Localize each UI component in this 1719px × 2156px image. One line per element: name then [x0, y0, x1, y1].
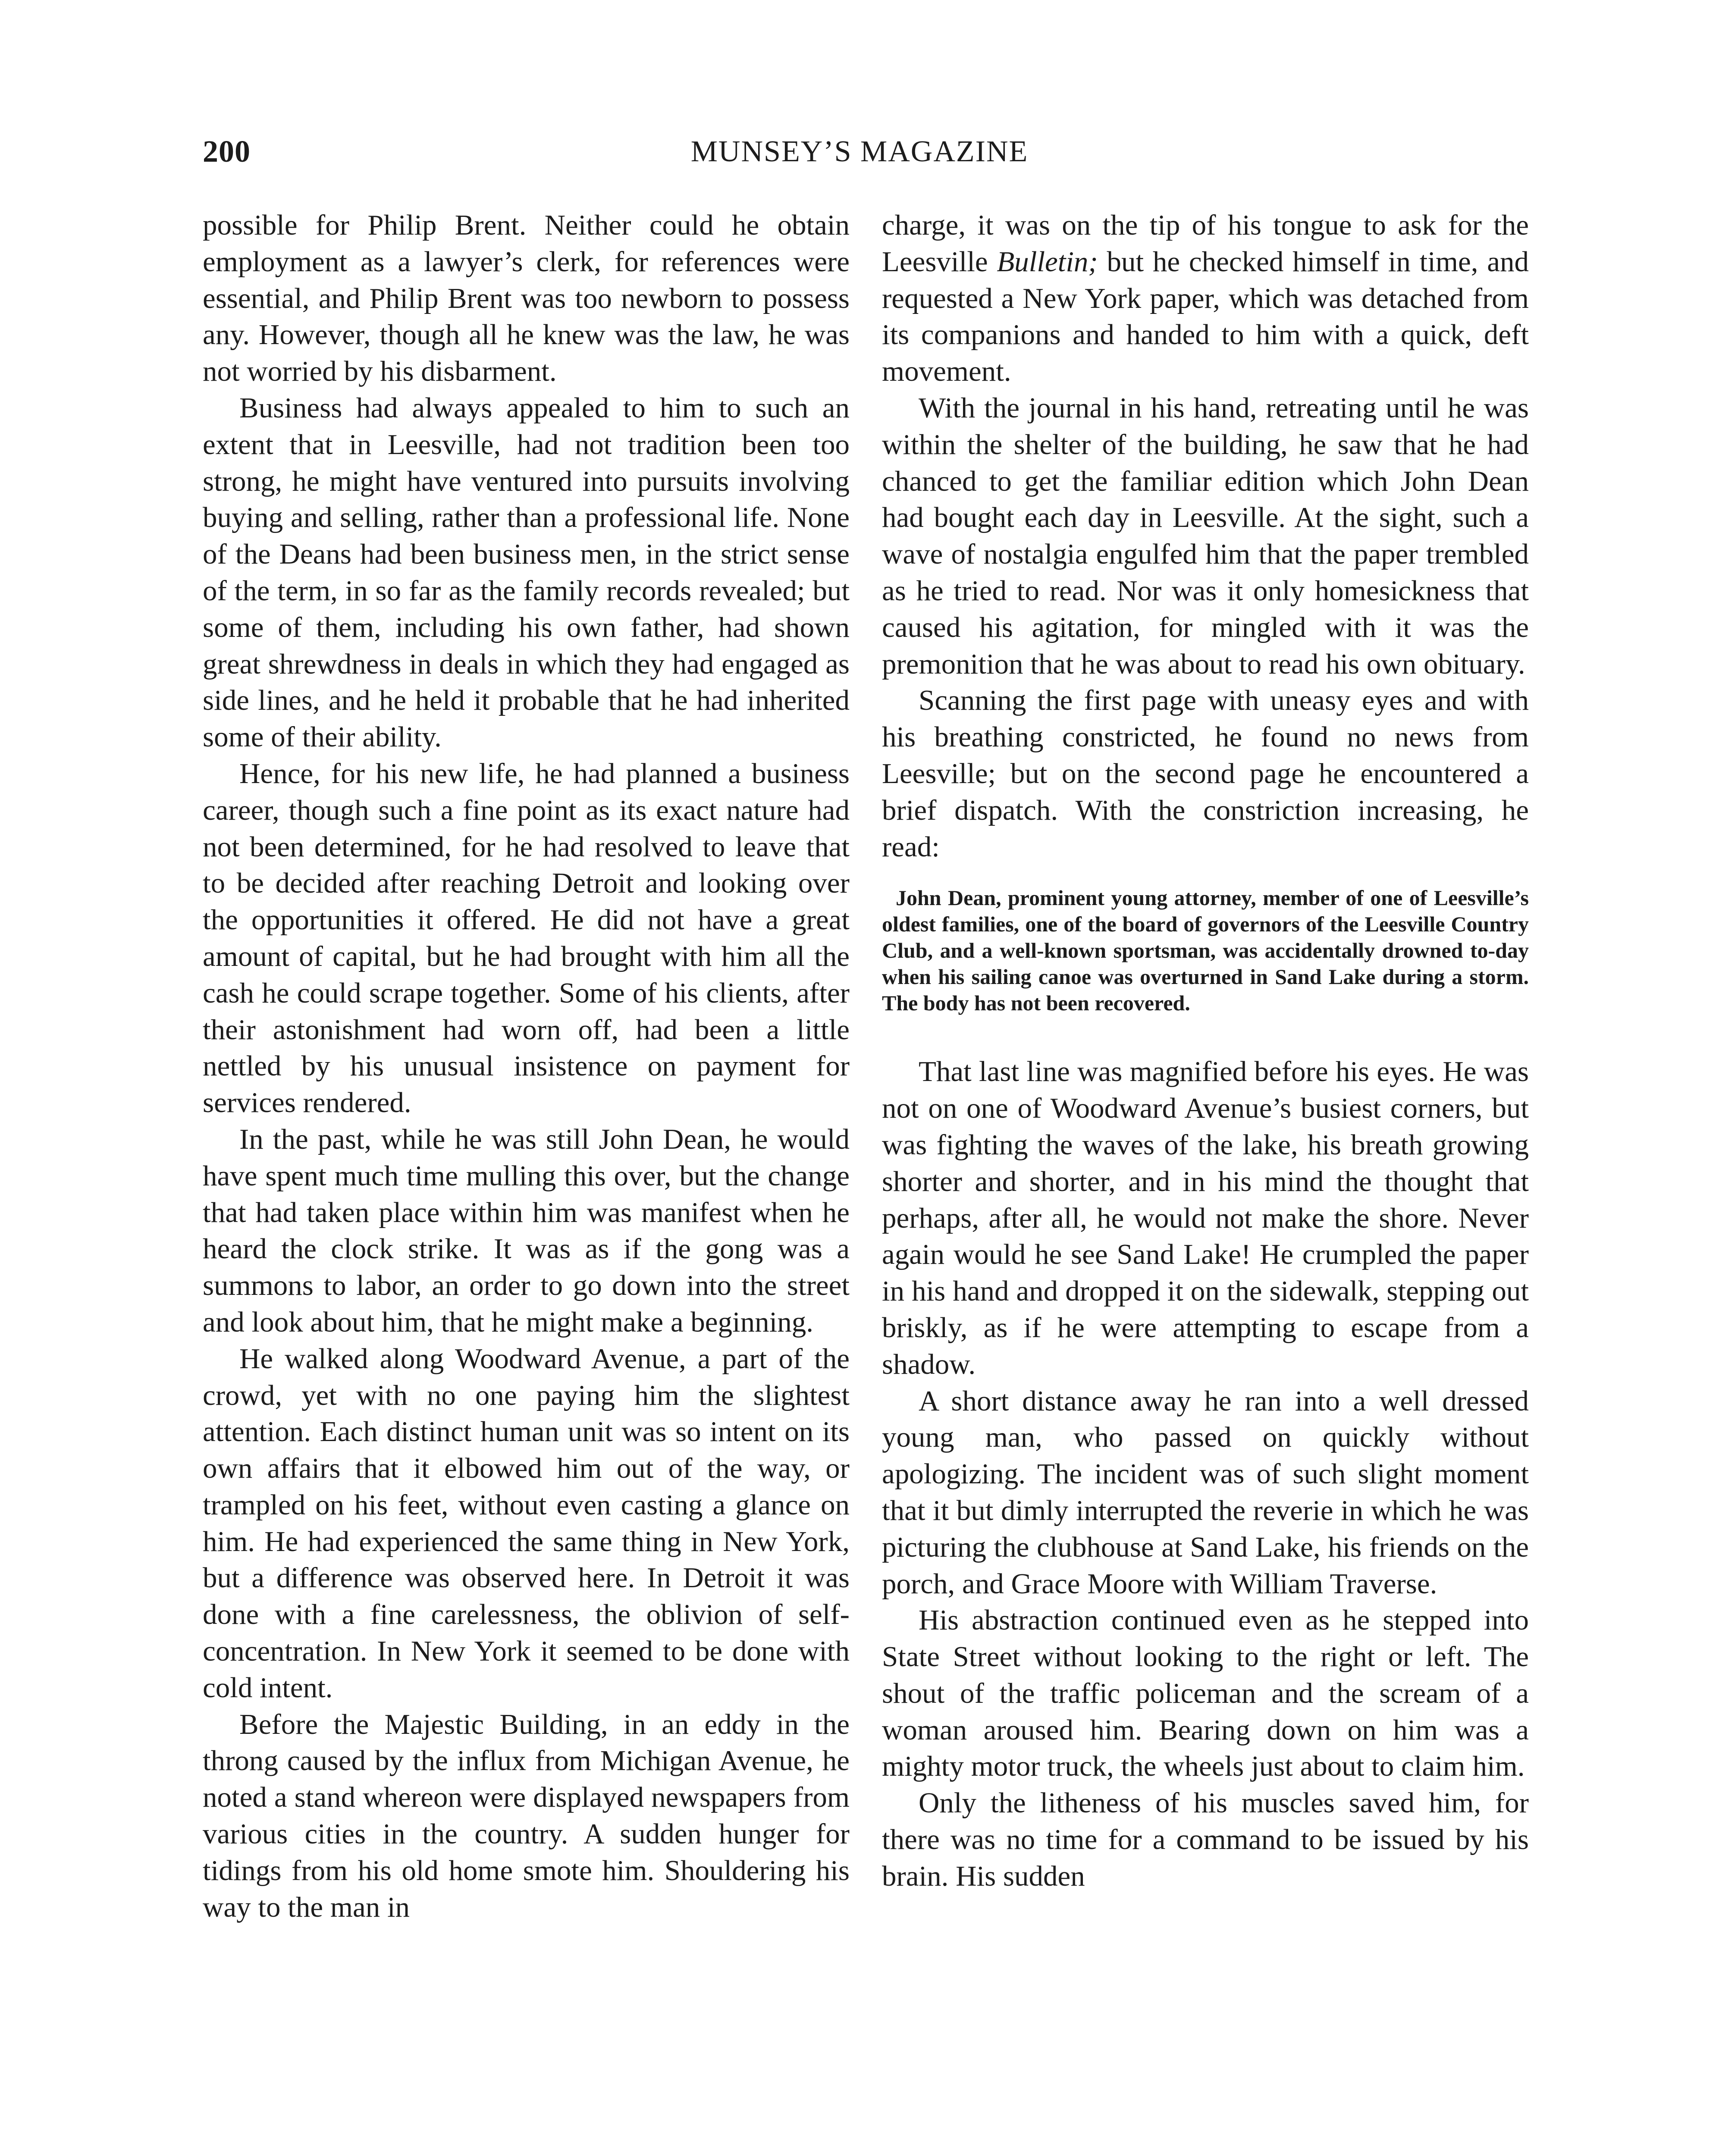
- right-column: [882, 207, 1529, 1895]
- paragraph: Scanning the first page with uneasy eyes and with his breathing constricted, he found no news from Leesville; but on the second page he encountered a brief dispatch. With the constriction increasing, he read:: [882, 684, 1529, 863]
- paragraph: Only the litheness of his muscles saved him, for there was no time for a command to be issued by his brain. His sudden: [882, 1787, 1529, 1892]
- paragraph: Business had always appealed to him to such an extent that in Leesville, had not tradition been too strong, he might have ventured into pursuits involving buying and selling, rather than a professional life. None of the Deans had been business men, in the strict sense of the term, in so far as the family records revealed; but some of them, including his own father, had shown great shrewdness in deals in which they had engaged as side lines, and he held it probable that he had inherited some of their ability.: [203, 392, 850, 753]
- paragraph: In the past, while he was still John Dean, he would have spent much time mulling this over, but the change that had taken place within him was manifest when he heard the clock strike. It was as if the gong was a summons to labor, an order to go down into the street and look about him, that he might make a beginning.: [203, 1123, 850, 1338]
- text-run: charge, it was on the tip of his tongue to ask for the Leesville: [882, 209, 1529, 278]
- paragraph: [882, 207, 1529, 390]
- paragraph: That last line was magnified before his eyes. He was not on one of Woodward Avenue’s busiest corners, but was fighting the waves of the lake, his breath growing shorter and shorter, and in his mind the thought that perhaps, after all, he would not make the shore. Never again would he see Sand Lake! He crumpled the paper in his hand and dropped it on the sidewalk, stepping out briskly, as if he were attempting to escape from a shadow.: [882, 1056, 1529, 1380]
- paragraph: Before the Majestic Building, in an eddy in the throng caused by the influx from Michigan Avenue, he noted a stand whereon were displayed newspapers from various cities in the country. A sudden hunger for tidings from his old home smote him. Shouldering his way to the man in: [203, 1708, 850, 1923]
- paragraph: A short distance away he ran into a well dressed young man, who passed on quickly without apologizing. The incident was of such slight moment that it but dimly interrupted the reverie in which he was picturing the clubhouse at Sand Lake, his friends on the porch, and Grace Moore with William Traverse.: [882, 1385, 1529, 1600]
- news-dispatch: John Dean, prominent young attorney, member of one of Leesville’s oldest families, one of the board of governors of the Leesville Country Club, and a well-known sportsman, was accidentally drowned to-day when his sailing canoe was overturned in Sand Lake during a storm. The body has not been recovered.: [882, 886, 1529, 1015]
- left-column: [203, 207, 850, 1925]
- paragraph: possible for Philip Brent. Neither could he obtain employment as a lawyer’s clerk, for references were essential, and Philip Brent was too newborn to possess any. However, though all he knew was the law, he was not worried by his disbarment.: [203, 209, 850, 388]
- text-run: but he checked himself in time, and requested a New York paper, which was detached from its companions and handed to him with a quick, deft movement.: [882, 245, 1529, 388]
- paragraph: With the journal in his hand, retreating until he was within the shelter of the building, he saw that he had chanced to get the familiar edition which John Dean had bought each day in Leesville. At the sight, such a wave of nostalgia engulfed him that the paper trembled as he tried to read. Nor was it only homesickness that caused his agitation, for mingled with it was the premonition that he was about to read his own obituary.: [882, 392, 1529, 680]
- running-head: MUNSEY’S MAGAZINE: [690, 135, 1029, 168]
- page-number: 200: [203, 134, 251, 169]
- paragraph: He walked along Woodward Avenue, a part of the crowd, yet with no one paying him the slightest attention. Each distinct human unit was so intent on its own affairs that it elbowed him out of the way, or trampled on his feet, without even casting a glance on him. He had experienced the same thing in New York, but a difference was observed here. In Detroit it was done with a fine carelessness, the oblivion of self-concentration. In New York it seemed to be done with cold intent.: [203, 1342, 850, 1704]
- paragraph: His abstraction continued even as he stepped into State Street without looking to the right or left. The shout of the traffic policeman and the scream of a woman aroused him. Bearing down on him was a mighty motor truck, the wheels just about to claim him.: [882, 1604, 1529, 1783]
- paragraph: Hence, for his new life, he had planned a business career, though such a fine point as its exact nature had not been determined, for he had resolved to leave that to be decided after reaching Detroit and looking over the opportunities it offered. He did not have a great amount of capital, but he had brought with him all the cash he could scrape together. Some of his clients, after their astonishment had worn off, had been a little nettled by his unusual insistence on payment for services rendered.: [203, 757, 850, 1119]
- newspaper-title: Bulletin;: [997, 245, 1098, 278]
